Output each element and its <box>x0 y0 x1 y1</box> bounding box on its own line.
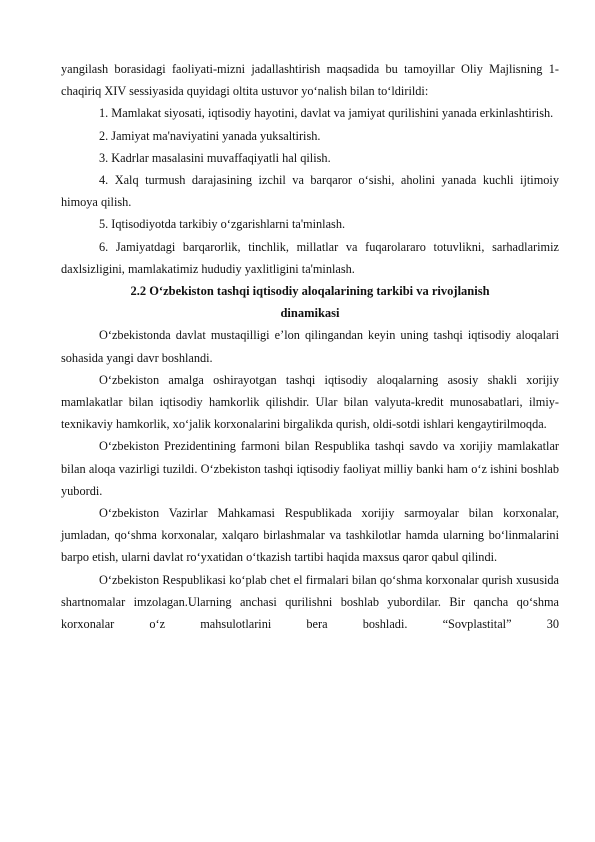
list-item-6: 6. Jamiyatdagi barqarorlik, tinchlik, millatlar va fuqarolararo totuvlikni, sarhadlarimiz daxlsizligini, mamlakatimiz hududiy yaxlitligini ta'minlash. <box>61 239 559 276</box>
list-item-1: 1. Mamlakat siyosati, iqtisodiy hayotini, davlat va jamiyat qurilishini yanada erkinlashtirish. <box>99 106 554 121</box>
body-paragraph-4: O‘zbekiston Vazirlar Mahkamasi Respublikada xorijiy sarmoyalar bilan korxonalar, jumladan, qo‘shma korxonalar, xalqaro birlashmalar va tashkilotlar hamda ularning bo‘linmalarini barpo etish, ularni davlat ro‘yxatidan o‘tkazish tartibi haqida maxsus qaror qabul qilindi. <box>61 506 559 565</box>
body-paragraph-3: O‘zbekiston Prezidentining farmoni bilan Respublika tashqi savdo va xorijiy mamlakatlar bilan aloqa vazirligi tuzildi. O‘zbekiston tashqi iqtisodiy faoliyat milliy banki ham o‘z ishini boshlab yubordi. <box>61 439 559 498</box>
list-item-4: 4. Xalq turmush darajasining izchil va barqaror o‘sishi, aholini yanada kuchli ijtimoiy himoya qilish. <box>61 173 559 210</box>
body-paragraph-1: O‘zbekistonda davlat mustaqilligi e’lon qilingandan keyin uning tashqi iqtisodiy aloqalari sohasida yangi davr boshlandi. <box>61 328 559 365</box>
document-page <box>61 58 559 635</box>
list-item-5: 5. Iqtisodiyotda tarkibiy o‘zgarishlarni ta'minlash. <box>99 217 346 232</box>
section-heading: 2.2 O‘zbekiston tashqi iqtisodiy aloqalarining tarkibi va rivojlanish dinamikasi <box>130 284 490 321</box>
list-item-2: 2. Jamiyat ma'naviyatini yanada yuksaltirish. <box>99 128 321 143</box>
body-paragraph-2: O‘zbekiston amalga oshirayotgan tashqi iqtisodiy aloqalarning asosiy shakli xorijiy mamlakatlar bilan iqtisodiy hamkorlik qilishdir. Ular bilan valyuta-kredit munosabatlari, ilmiy-texnikaviy hamkorlik, xo‘jalik korxonalarini birgalikda qurish, oldi-sotdi ishlari kengaytirilmoqda. <box>61 372 559 432</box>
body-paragraph-5: O‘zbekiston Respublikasi ko‘plab chet el firmalari bilan qo‘shma korxonalar qurish xususida shartnomalar imzolagan.Ularning anchasi qurilishni boshlab yubordilar. Bir qancha qo‘shma korxonalar o‘z mahsulotlarini bera boshladi. “Sovplastital” 30 <box>61 572 559 632</box>
list-item-3: 3. Kadrlar masalasini muvaffaqiyatli hal qilish. <box>99 150 331 165</box>
paragraph-intro: yangilash borasidagi faoliyati-mizni jadallashtirish maqsadida bu tamoyillar Oliy Majlisning 1-chaqiriq XIV sessiyasida quyidagi oltita ustuvor yo‘nalish bilan to‘ldirildi: <box>61 62 559 99</box>
